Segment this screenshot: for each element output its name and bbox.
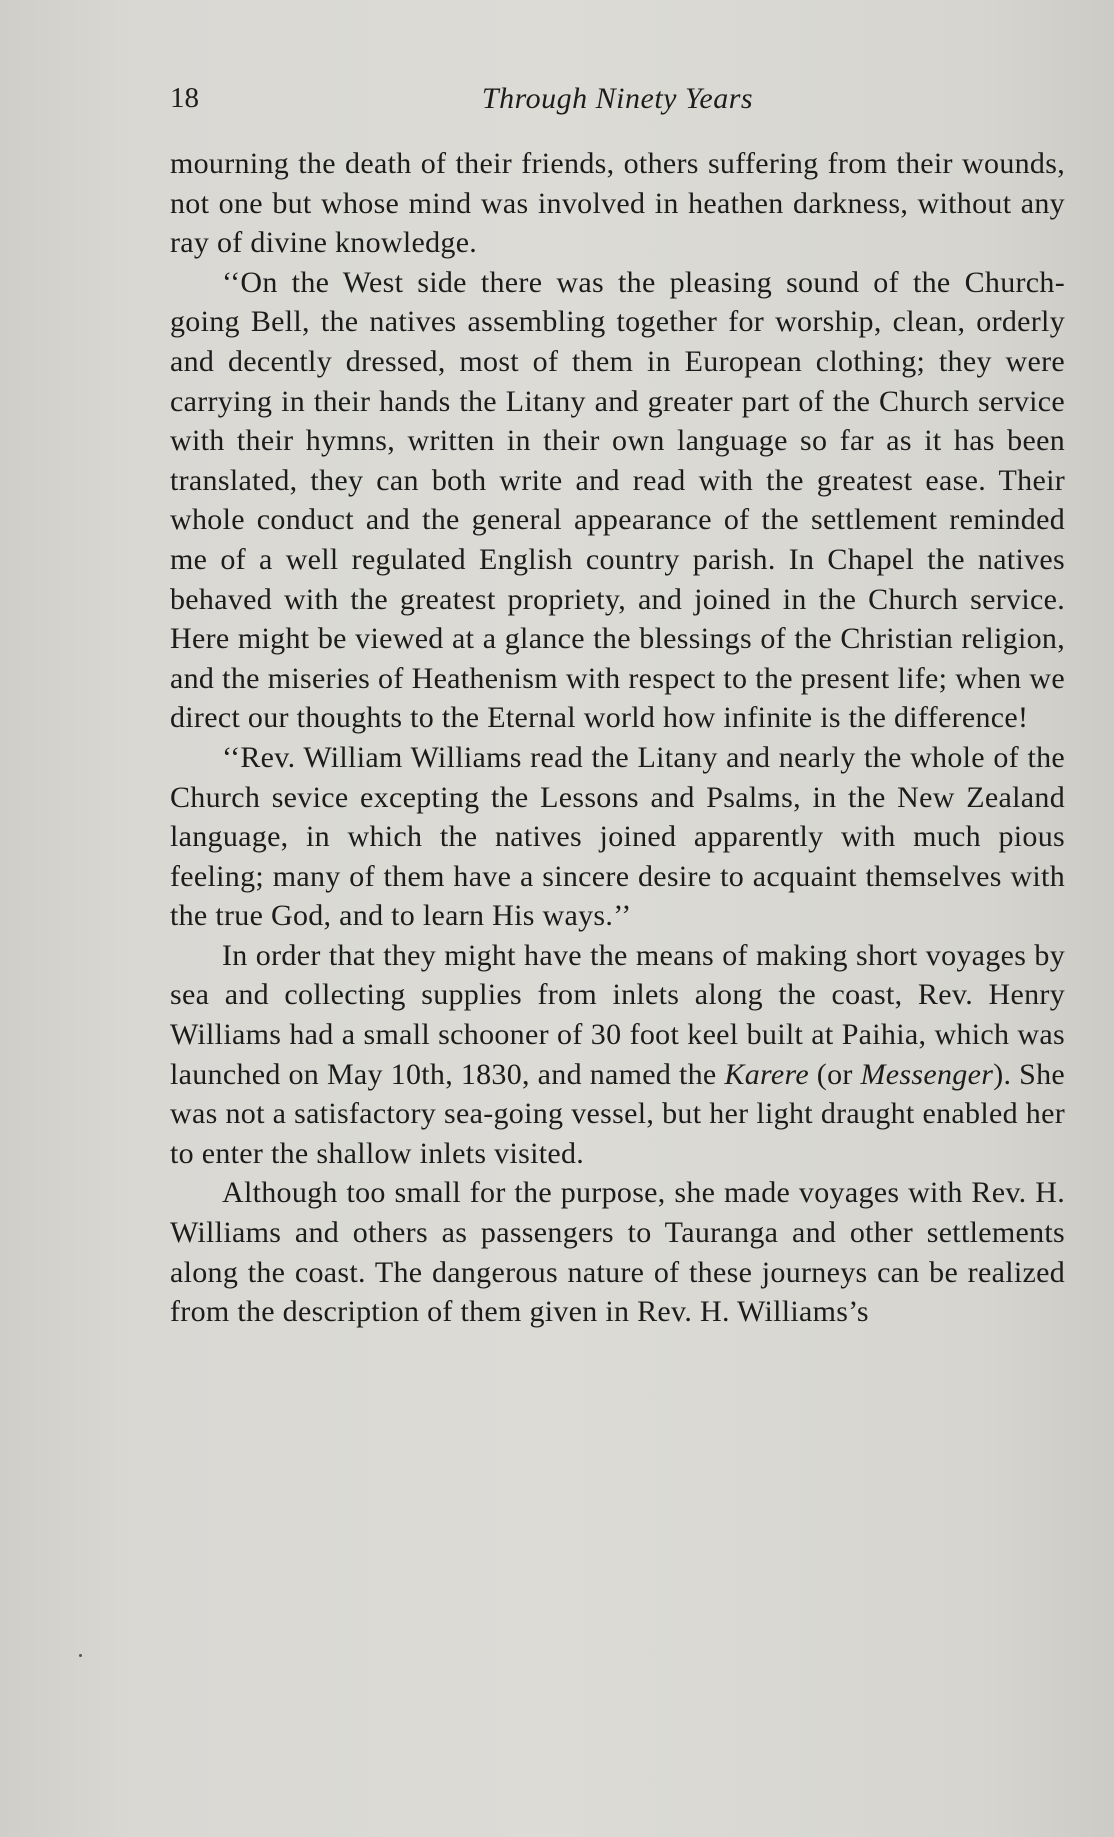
- schooner-text-after: ). She was not a satisfactory sea-going vessel, but her light draught enabled her to enter the shallow inlets visited.: [170, 1057, 1066, 1170]
- schooner-text-before: In order that they might have the means of making short voyages by sea and collecting supplies from inlets along the coast, Rev. Henry Williams had a small schooner of 30 foot keel built at Paihia, which was launched on May 10th, 1830, and named the: [170, 938, 1065, 1091]
- paragraph-william-williams-quote: ‘‘Rev. William Williams read the Litany and nearly the whole of the Church sevice excepting the Lessons and Psalms, in the New Zealand language, in which the natives joined apparently with much pious feeling; many of them have a sincere desire to acquaint themselves with the true God, and to learn His ways.’’: [170, 740, 1065, 933]
- paragraph-continuation: mourning the death of their friends, others suffering from their wounds, not one but whose mind was involved in heathen darkness, without any ray of divine knowledge.: [170, 147, 1065, 260]
- body-text: [170, 144, 1065, 1332]
- page-header: [170, 82, 1065, 126]
- running-title: Through Ninety Years: [481, 82, 754, 115]
- vessel-name-karere: Karere: [724, 1057, 809, 1091]
- paragraph-schooner: [170, 936, 1065, 1174]
- paper-speck: [79, 1654, 82, 1657]
- paragraph-voyages: Although too small for the purpose, she made voyages with Rev. H. Williams and others as passengers to Tauranga and other settlements along the coast. The dangerous nature of these journeys can be realized from the description of them given in Rev. H. Williams’s: [170, 1176, 1065, 1329]
- page-number: 18: [170, 82, 199, 114]
- schooner-text-middle: (or: [808, 1057, 861, 1091]
- vessel-name-messenger: Messenger: [860, 1057, 994, 1091]
- paragraph-west-side-quote: ‘‘On the West side there was the pleasing sound of the Church-going Bell, the natives assembling together for worship, clean, orderly and decently dressed, most of them in European clothing; they were carrying in their hands the Litany and greater part of the Church service with their hymns, written in their own language so far as it has been translated, they can both write and read with the greatest ease. Their whole conduct and the general appearance of the settlement reminded me of a well regulated English country parish. In Chapel the natives behaved with the greatest propriety, and joined in the Church service. Here might be viewed at a glance the blessings of the Christian religion, and the miseries of Heathenism with respect to the present life; when we direct our thoughts to the Eternal world how infinite is the difference!: [170, 265, 1065, 735]
